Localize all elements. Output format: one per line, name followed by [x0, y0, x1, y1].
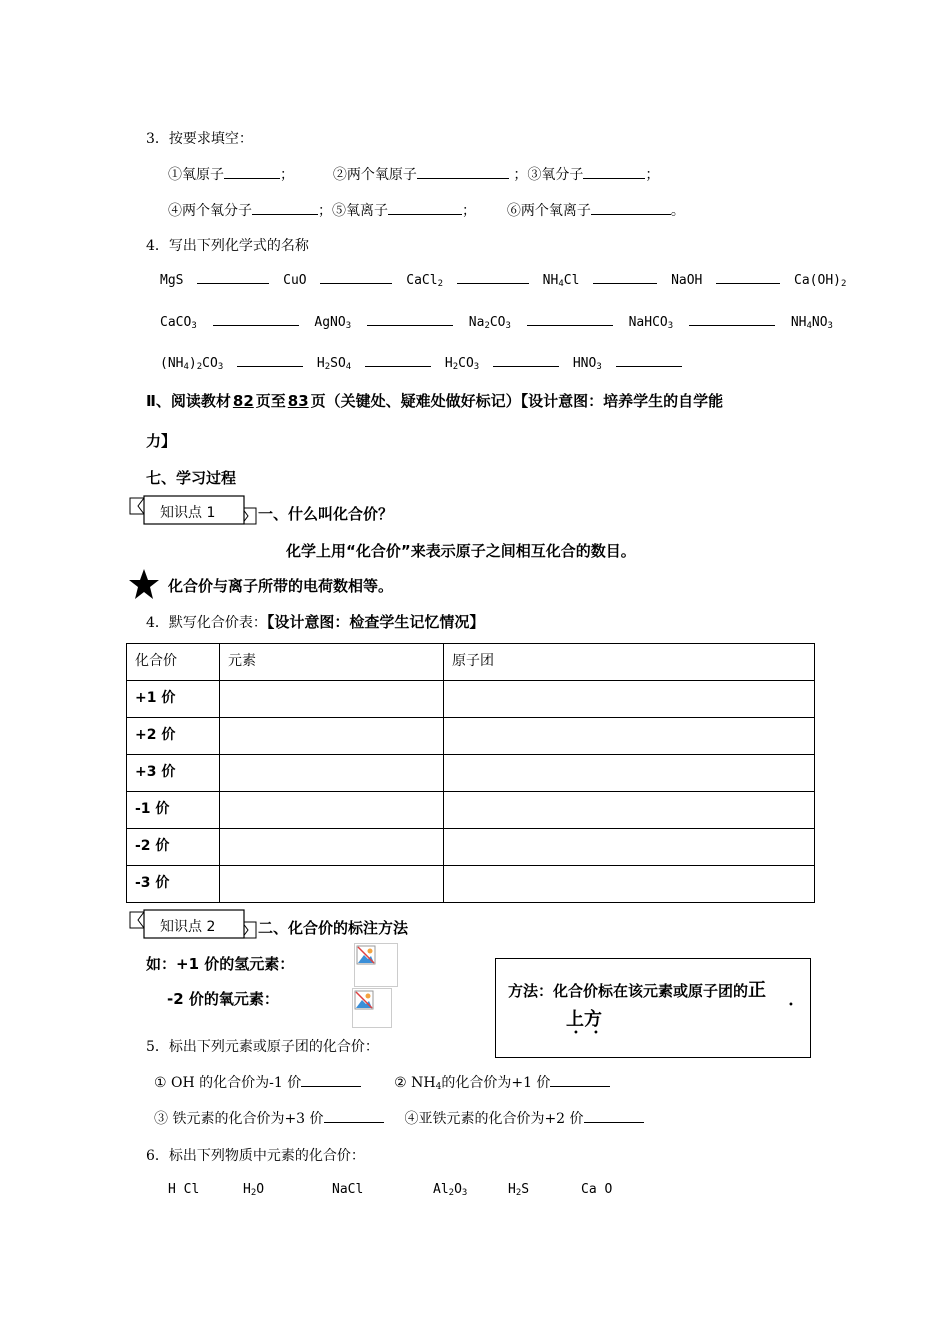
- row-label: -1 价: [127, 792, 220, 829]
- table-cell[interactable]: [220, 866, 444, 903]
- row-label: +3 价: [127, 755, 220, 792]
- q4-blank[interactable]: [320, 282, 392, 284]
- q3-blank1[interactable]: [224, 177, 280, 179]
- table-row: [127, 792, 815, 829]
- method-box: [495, 958, 811, 1058]
- q4-blank[interactable]: [527, 324, 613, 326]
- q4-blank[interactable]: [213, 324, 299, 326]
- q6-f5: $H_2S$: [508, 1182, 530, 1198]
- reading-instruction: Ⅱ、阅读教材 82 页至 83 页（关键处、疑难处做好标记）【设计意图：培养学生的自学能: [146, 392, 724, 410]
- q4-blank[interactable]: [716, 282, 780, 284]
- method-text-2: 上方: [566, 1009, 602, 1030]
- kp1-definition: 化学上用“化合价”来表示原子之间相互化合的数目。: [286, 542, 636, 560]
- q3-blank4[interactable]: [252, 213, 318, 215]
- star-icon: [128, 568, 160, 600]
- table-row: [127, 681, 815, 718]
- q3-item2: ②两个氧原子: [332, 167, 417, 183]
- method-text: 方法：化合价标在该元素或原子团的正: [508, 980, 767, 1001]
- header-cell: 原子团: [444, 644, 815, 681]
- row-label: -2 价: [127, 829, 220, 866]
- q3-item1: ①氧原子: [168, 167, 224, 183]
- table-cell[interactable]: [444, 681, 815, 718]
- q4-blank[interactable]: [367, 324, 453, 326]
- row-label: +1 价: [127, 681, 220, 718]
- q4-row2: CaCO$_3$ AgNO$_3$ $Na_2CO_3$ NaHCO$_3$ $NH_4NO_3$: [160, 315, 833, 331]
- q3-item6: ⑥两个氧离子: [506, 203, 591, 219]
- emphasis-dot: •: [593, 1028, 599, 1039]
- table-cell[interactable]: [444, 829, 815, 866]
- header-cell: 元素: [220, 644, 444, 681]
- q4-blank[interactable]: [457, 282, 529, 284]
- q5-row2: ③ 铁元素的化合价为+3 价 ④亚铁元素的化合价为+2 价: [154, 1108, 644, 1128]
- star-note: 化合价与离子所带的电荷数相等。: [168, 577, 394, 595]
- q4-blank[interactable]: [493, 365, 559, 367]
- q5-blank[interactable]: [550, 1085, 610, 1087]
- q4-blank[interactable]: [365, 365, 431, 367]
- table-cell[interactable]: [220, 829, 444, 866]
- q4-blank[interactable]: [689, 324, 775, 326]
- table-cell[interactable]: [220, 681, 444, 718]
- table-row: [127, 866, 815, 903]
- table-row: [127, 829, 815, 866]
- q5-title: 5．标出下列元素或原子团的化合价：: [146, 1039, 379, 1055]
- kp1-heading: 一、什么叫化合价？: [258, 505, 394, 523]
- q6-f1: H Cl: [168, 1182, 200, 1197]
- q3-row2: ④两个氧分子 ；⑤氧离子 ； ⑥两个氧离子 。: [168, 203, 685, 219]
- emphasis-dot: •: [788, 1000, 794, 1011]
- q6-title: 6．标出下列物质中元素的化合价：: [146, 1148, 365, 1164]
- q3-item4: ④两个氧分子: [168, 203, 252, 219]
- table-cell[interactable]: [220, 755, 444, 792]
- q4b-title: 4．默写化合价表：【设计意图：检查学生记忆情况】: [146, 613, 485, 631]
- q4-blank[interactable]: [616, 365, 682, 367]
- kp2-example1: 如：+1 价的氢元素：: [146, 955, 295, 973]
- kp2-heading: 二、化合价的标注方法: [258, 919, 409, 937]
- q6-f4: $Al_2O_3$: [433, 1182, 468, 1198]
- q3-blank3[interactable]: [583, 177, 645, 179]
- image-placeholder-icon: [354, 943, 398, 987]
- q5-blank[interactable]: [584, 1121, 644, 1123]
- q3-blank6[interactable]: [591, 213, 671, 215]
- q3-title: 3．按要求填空：: [146, 131, 253, 147]
- q4-row3: $(NH_4)_2CO_3$ $H_2SO_4$ $H_2CO_3$ $HNO_3$: [160, 356, 682, 372]
- q5-row1: ① OH 的化合价为-1 价 ② $NH_4$的化合价为+1 价: [154, 1072, 610, 1092]
- table-cell[interactable]: [220, 792, 444, 829]
- table-cell[interactable]: [220, 718, 444, 755]
- image-placeholder-icon: [352, 988, 392, 1028]
- q4-blank[interactable]: [197, 282, 269, 284]
- q3-row1: ①氧原子 ； ②两个氧原子 ；③氧分子 ；: [168, 167, 660, 183]
- table-cell[interactable]: [444, 755, 815, 792]
- q4-title: 4．写出下列化学式的名称: [146, 238, 309, 254]
- emphasis-dot: •: [573, 1028, 579, 1039]
- q4-row1: MgS CuO CaCl$_2$ $NH_4Cl$ NaOH $Ca(OH)_2$: [160, 273, 847, 289]
- row-label: +2 价: [127, 718, 220, 755]
- q6-f2: $H_2O$: [243, 1182, 265, 1198]
- table-cell[interactable]: [444, 792, 815, 829]
- table-row: [127, 755, 815, 792]
- table-cell[interactable]: [444, 718, 815, 755]
- section-title: 七、学习过程: [146, 469, 237, 487]
- q6-f3: NaCl: [332, 1182, 364, 1197]
- q4-blank[interactable]: [237, 365, 303, 367]
- q3-blank5[interactable]: [388, 213, 462, 215]
- q3-blank2[interactable]: [417, 177, 509, 179]
- page-to: 83: [287, 392, 309, 410]
- kp1-label: 知识点 1: [160, 505, 216, 521]
- q4-blank[interactable]: [593, 282, 657, 284]
- q3-item3: ③氧分子: [527, 167, 584, 183]
- q5-blank[interactable]: [301, 1085, 361, 1087]
- kp2-example2: -2 价的氧元素：: [167, 990, 279, 1008]
- table-header-row: [127, 644, 815, 681]
- kp2-label: 知识点 2: [160, 919, 216, 935]
- row-label: -3 价: [127, 866, 220, 903]
- table-cell[interactable]: [444, 866, 815, 903]
- q6-f6: Ca O: [581, 1182, 613, 1197]
- q3-item5: ⑤氧离子: [332, 203, 388, 219]
- header-cell: 化合价: [127, 644, 220, 681]
- valence-table: [126, 643, 815, 903]
- q5-blank[interactable]: [324, 1121, 384, 1123]
- page-from: 82: [232, 392, 254, 410]
- reading-cont: 力】: [146, 432, 177, 450]
- table-row: [127, 718, 815, 755]
